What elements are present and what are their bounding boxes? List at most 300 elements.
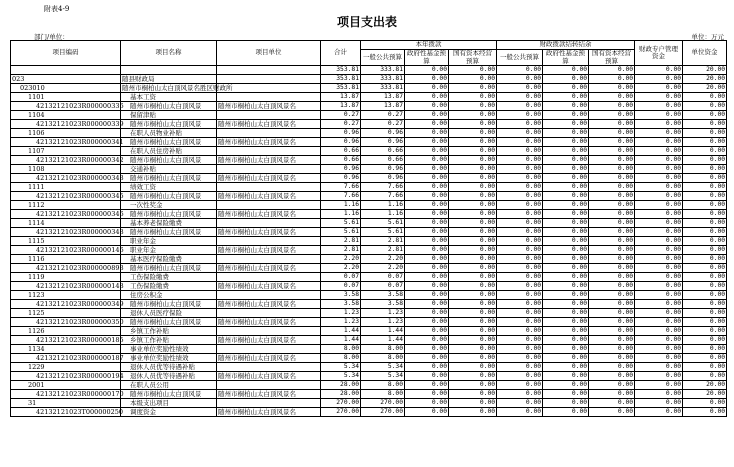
cell-project-unit [217,309,321,318]
cell-project-code: 023010 [11,84,121,93]
cell-gov-fund-budget: 0.00 [405,192,449,201]
cell-project-unit [217,363,321,372]
cell-project-code: 42132121023R000000346 [11,210,121,219]
cell-project-code: 42132121023R000000893 [11,264,121,273]
cell-total: 8.00 [321,345,361,354]
table-row [11,156,727,165]
cell-soe-capital-budget: 0.00 [449,147,497,156]
cell-special-account: 0.00 [635,102,683,111]
cell-project-name: 基本养老保险缴费 [121,219,217,228]
cell-general-budget: 1.23 [361,309,405,318]
cell-unit-funds: 0.00 [683,327,727,336]
cell-gov-fund-budget: 0.00 [405,291,449,300]
cell-total: 1.16 [321,210,361,219]
cell-special-account: 0.00 [635,183,683,192]
cell-transfer-gov-fund: 0.00 [543,129,589,138]
cell-transfer-soe-capital: 0.00 [589,300,635,309]
header-transfer-soe-capital: 国有资本经营预算 [589,50,635,66]
header-special-account: 财政专户管理资金 [635,41,683,66]
cell-special-account: 0.00 [635,129,683,138]
table-row [11,111,727,120]
cell-project-name: 随州市桐柏山太白顶风景 [121,138,217,147]
cell-project-name: 基本工资 [121,93,217,102]
cell-project-code: 42132121023R000000339 [11,120,121,129]
cell-project-name: 随州市桐柏山太白顶风景 [121,264,217,273]
cell-project-code: 1112 [11,201,121,210]
header-transfer-gov-fund: 政府性基金预算 [543,50,589,66]
table-row [11,381,727,390]
cell-project-unit [217,66,321,75]
cell-unit-funds: 0.00 [683,102,727,111]
cell-transfer-soe-capital: 0.00 [589,318,635,327]
cell-project-code: 42132121023R000000348 [11,228,121,237]
cell-project-unit [217,327,321,336]
header-name: 项目名称 [121,41,217,66]
cell-transfer-general: 0.00 [497,408,543,417]
table-row [11,192,727,201]
cell-gov-fund-budget: 0.00 [405,120,449,129]
cell-transfer-soe-capital: 0.00 [589,291,635,300]
table-row [11,165,727,174]
cell-soe-capital-budget: 0.00 [449,291,497,300]
cell-project-name: 基本医疗保险缴费 [121,255,217,264]
cell-unit-funds: 0.00 [683,282,727,291]
cell-project-unit [217,273,321,282]
cell-unit-funds: 0.00 [683,111,727,120]
cell-project-unit [217,237,321,246]
cell-project-name: 一次性奖金 [121,201,217,210]
table-row [11,309,727,318]
cell-total: 1.23 [321,318,361,327]
cell-project-unit [217,165,321,174]
cell-unit-funds: 0.00 [683,192,727,201]
cell-total: 13.87 [321,102,361,111]
cell-project-code: 42132121023R000000336 [11,102,121,111]
cell-total: 0.96 [321,165,361,174]
cell-special-account: 0.00 [635,111,683,120]
cell-unit-funds: 0.00 [683,174,727,183]
table-body [11,66,727,417]
cell-gov-fund-budget: 0.00 [405,237,449,246]
cell-general-budget: 0.07 [361,273,405,282]
cell-general-budget: 333.81 [361,84,405,93]
cell-project-unit: 随州市桐柏山太白顶风景名 [217,390,321,399]
header-total: 合计 [321,41,361,66]
cell-project-name: 退休人员医疗保险 [121,309,217,318]
cell-transfer-soe-capital: 0.00 [589,246,635,255]
cell-general-budget: 0.96 [361,165,405,174]
cell-project-name: 本级支出项目 [121,399,217,408]
cell-project-code: 1229 [11,363,121,372]
cell-project-code [11,66,121,75]
table-row [11,282,727,291]
cell-project-code: 2001 [11,381,121,390]
cell-unit-funds: 0.00 [683,129,727,138]
cell-total: 353.81 [321,84,361,93]
table-row [11,363,727,372]
table-row [11,354,727,363]
cell-gov-fund-budget: 0.00 [405,102,449,111]
table-row [11,345,727,354]
cell-project-code: 42132121023R000000194 [11,372,121,381]
table-row [11,174,727,183]
cell-general-budget: 1.44 [361,327,405,336]
cell-gov-fund-budget: 0.00 [405,381,449,390]
cell-transfer-soe-capital: 0.00 [589,84,635,93]
cell-soe-capital-budget: 0.00 [449,282,497,291]
table-row [11,129,727,138]
cell-transfer-general: 0.00 [497,111,543,120]
table-row [11,147,727,156]
cell-project-unit [217,255,321,264]
cell-project-name: 退休人员优等待遇补贴 [121,363,217,372]
cell-transfer-general: 0.00 [497,219,543,228]
cell-general-budget: 8.00 [361,345,405,354]
cell-special-account: 0.00 [635,174,683,183]
cell-total: 0.07 [321,273,361,282]
cell-project-unit: 随州市桐柏山太白顶风景名 [217,318,321,327]
cell-gov-fund-budget: 0.00 [405,66,449,75]
cell-project-name: 工伤保险缴费 [121,273,217,282]
cell-transfer-gov-fund: 0.00 [543,408,589,417]
table-row [11,84,727,93]
cell-project-unit [217,381,321,390]
cell-total: 2.81 [321,246,361,255]
cell-transfer-gov-fund: 0.00 [543,120,589,129]
cell-project-unit: 随州市桐柏山太白顶风景名 [217,408,321,417]
cell-project-name: 绩效工资 [121,183,217,192]
cell-total: 8.00 [321,354,361,363]
cell-unit-funds: 0.00 [683,219,727,228]
department-label: 部门/单位： [34,33,69,41]
cell-unit-funds: 0.00 [683,246,727,255]
cell-gov-fund-budget: 0.00 [405,336,449,345]
cell-soe-capital-budget: 0.00 [449,102,497,111]
cell-transfer-soe-capital: 0.00 [589,399,635,408]
cell-gov-fund-budget: 0.00 [405,399,449,408]
cell-special-account: 0.00 [635,147,683,156]
cell-special-account: 0.00 [635,282,683,291]
cell-gov-fund-budget: 0.00 [405,183,449,192]
cell-soe-capital-budget: 0.00 [449,408,497,417]
cell-unit-funds: 20.00 [683,66,727,75]
cell-project-name: 工伤保险缴费 [121,282,217,291]
cell-transfer-soe-capital: 0.00 [589,228,635,237]
cell-special-account: 0.00 [635,372,683,381]
cell-unit-funds: 0.00 [683,273,727,282]
cell-soe-capital-budget: 0.00 [449,273,497,282]
table-row [11,318,727,327]
cell-transfer-general: 0.00 [497,237,543,246]
cell-project-code: 1123 [11,291,121,300]
cell-total: 0.96 [321,138,361,147]
cell-soe-capital-budget: 0.00 [449,93,497,102]
cell-total: 13.87 [321,93,361,102]
cell-special-account: 0.00 [635,237,683,246]
cell-unit-funds: 20.00 [683,390,727,399]
cell-transfer-soe-capital: 0.00 [589,309,635,318]
cell-project-name: 调度资金 [121,408,217,417]
cell-gov-fund-budget: 0.00 [405,354,449,363]
cell-project-code: 1108 [11,165,121,174]
cell-transfer-soe-capital: 0.00 [589,183,635,192]
table-row [11,246,727,255]
cell-transfer-gov-fund: 0.00 [543,210,589,219]
cell-transfer-soe-capital: 0.00 [589,363,635,372]
cell-transfer-general: 0.00 [497,300,543,309]
cell-general-budget: 7.66 [361,192,405,201]
cell-total: 5.61 [321,219,361,228]
cell-soe-capital-budget: 0.00 [449,399,497,408]
cell-project-unit: 随州市桐柏山太白顶风景名 [217,300,321,309]
cell-project-name: 随州市桐柏山太白顶风景 [121,102,217,111]
cell-transfer-gov-fund: 0.00 [543,381,589,390]
cell-transfer-gov-fund: 0.00 [543,318,589,327]
cell-special-account: 0.00 [635,264,683,273]
cell-project-code: 1126 [11,327,121,336]
cell-project-unit [217,201,321,210]
cell-general-budget: 5.34 [361,363,405,372]
cell-project-name: 随州市桐柏山太白顶风景 [121,300,217,309]
cell-general-budget: 333.81 [361,66,405,75]
cell-total: 0.66 [321,156,361,165]
cell-transfer-gov-fund: 0.00 [543,336,589,345]
cell-special-account: 0.00 [635,219,683,228]
cell-general-budget: 7.66 [361,183,405,192]
cell-project-code: 1134 [11,345,121,354]
cell-gov-fund-budget: 0.00 [405,408,449,417]
cell-transfer-general: 0.00 [497,75,543,84]
cell-transfer-general: 0.00 [497,336,543,345]
table-row [11,228,727,237]
cell-unit-funds: 20.00 [683,381,727,390]
cell-project-unit [217,129,321,138]
cell-gov-fund-budget: 0.00 [405,147,449,156]
header-transfer-general: 一般公共预算 [497,50,543,66]
cell-transfer-gov-fund: 0.00 [543,183,589,192]
cell-transfer-gov-fund: 0.00 [543,138,589,147]
cell-soe-capital-budget: 0.00 [449,327,497,336]
cell-transfer-gov-fund: 0.00 [543,327,589,336]
cell-unit-funds: 0.00 [683,183,727,192]
cell-special-account: 0.00 [635,390,683,399]
cell-special-account: 0.00 [635,93,683,102]
cell-general-budget: 1.44 [361,336,405,345]
cell-general-budget: 2.81 [361,246,405,255]
cell-project-code: 42132121023T000000250 [11,408,121,417]
cell-transfer-soe-capital: 0.00 [589,147,635,156]
cell-soe-capital-budget: 0.00 [449,120,497,129]
cell-soe-capital-budget: 0.00 [449,183,497,192]
cell-general-budget: 0.96 [361,129,405,138]
table-row [11,66,727,75]
cell-unit-funds: 0.00 [683,264,727,273]
cell-general-budget: 0.27 [361,111,405,120]
header-transfer: 财政拨款结转结余 [497,41,635,50]
table-header [11,41,727,66]
cell-special-account: 0.00 [635,327,683,336]
header-unit-funds: 单位资金 [683,41,727,66]
cell-project-unit: 随州市桐柏山太白顶风景名 [217,264,321,273]
cell-transfer-gov-fund: 0.00 [543,93,589,102]
cell-transfer-gov-fund: 0.00 [543,201,589,210]
cell-general-budget: 1.23 [361,318,405,327]
cell-project-unit: 随州市桐柏山太白顶风景名 [217,102,321,111]
cell-total: 0.66 [321,147,361,156]
cell-transfer-soe-capital: 0.00 [589,111,635,120]
cell-unit-funds: 0.00 [683,93,727,102]
cell-transfer-general: 0.00 [497,129,543,138]
cell-project-unit [217,147,321,156]
cell-gov-fund-budget: 0.00 [405,219,449,228]
cell-gov-fund-budget: 0.00 [405,93,449,102]
cell-soe-capital-budget: 0.00 [449,138,497,147]
cell-unit-funds: 0.00 [683,309,727,318]
cell-project-unit: 随州市桐柏山太白顶风景名 [217,336,321,345]
cell-project-name: 随州市桐柏山太白顶风景 [121,192,217,201]
cell-transfer-general: 0.00 [497,327,543,336]
cell-project-unit [217,345,321,354]
cell-project-code: 023 [11,75,121,84]
cell-total: 0.07 [321,282,361,291]
cell-general-budget: 2.81 [361,237,405,246]
cell-gov-fund-budget: 0.00 [405,75,449,84]
cell-transfer-general: 0.00 [497,93,543,102]
table-row [11,201,727,210]
cell-total: 353.81 [321,66,361,75]
cell-transfer-soe-capital: 0.00 [589,210,635,219]
table-row [11,255,727,264]
cell-transfer-general: 0.00 [497,84,543,93]
cell-project-code: 42132121023R000000148 [11,282,121,291]
cell-soe-capital-budget: 0.00 [449,336,497,345]
cell-unit-funds: 20.00 [683,84,727,93]
cell-unit-funds: 0.00 [683,210,727,219]
table-row [11,399,727,408]
cell-project-code: 42132121023R000000341 [11,138,121,147]
cell-general-budget: 2.20 [361,255,405,264]
cell-soe-capital-budget: 0.00 [449,84,497,93]
cell-gov-fund-budget: 0.00 [405,264,449,273]
cell-total: 5.34 [321,372,361,381]
cell-total: 28.00 [321,381,361,390]
cell-special-account: 0.00 [635,210,683,219]
cell-total: 28.00 [321,390,361,399]
cell-special-account: 0.00 [635,381,683,390]
cell-gov-fund-budget: 0.00 [405,156,449,165]
project-expenditure-table [10,40,727,417]
cell-gov-fund-budget: 0.00 [405,138,449,147]
cell-transfer-general: 0.00 [497,102,543,111]
header-soe-capital-budget: 国有资本经营预算 [449,50,497,66]
cell-unit-funds: 0.00 [683,147,727,156]
cell-project-code: 1119 [11,273,121,282]
cell-unit-funds: 0.00 [683,138,727,147]
cell-transfer-soe-capital: 0.00 [589,390,635,399]
cell-transfer-gov-fund: 0.00 [543,84,589,93]
cell-gov-fund-budget: 0.00 [405,255,449,264]
cell-transfer-soe-capital: 0.00 [589,174,635,183]
cell-special-account: 0.00 [635,246,683,255]
cell-project-unit [217,219,321,228]
cell-soe-capital-budget: 0.00 [449,300,497,309]
table-row [11,183,727,192]
cell-soe-capital-budget: 0.00 [449,210,497,219]
cell-transfer-soe-capital: 0.00 [589,75,635,84]
cell-special-account: 0.00 [635,399,683,408]
table-row [11,327,727,336]
cell-transfer-gov-fund: 0.00 [543,282,589,291]
cell-total: 1.44 [321,327,361,336]
table-row [11,210,727,219]
header-unit: 项目单位 [217,41,321,66]
cell-unit-funds: 0.00 [683,408,727,417]
cell-total: 3.58 [321,300,361,309]
cell-soe-capital-budget: 0.00 [449,192,497,201]
cell-transfer-gov-fund: 0.00 [543,147,589,156]
cell-general-budget: 0.96 [361,138,405,147]
cell-project-unit [217,399,321,408]
cell-soe-capital-budget: 0.00 [449,318,497,327]
cell-special-account: 0.00 [635,156,683,165]
cell-gov-fund-budget: 0.00 [405,174,449,183]
cell-transfer-soe-capital: 0.00 [589,354,635,363]
cell-soe-capital-budget: 0.00 [449,201,497,210]
cell-project-code: 42132121023R000000342 [11,156,121,165]
cell-project-name: 交通补贴 [121,165,217,174]
cell-total: 353.81 [321,75,361,84]
cell-transfer-gov-fund: 0.00 [543,372,589,381]
cell-project-unit: 随州市桐柏山太白顶风景名 [217,156,321,165]
table-row [11,219,727,228]
page-title: 项目支出表 [336,15,397,29]
cell-transfer-gov-fund: 0.00 [543,363,589,372]
cell-special-account: 0.00 [635,75,683,84]
cell-soe-capital-budget: 0.00 [449,228,497,237]
cell-gov-fund-budget: 0.00 [405,282,449,291]
cell-project-code: 1106 [11,129,121,138]
cell-soe-capital-budget: 0.00 [449,75,497,84]
cell-transfer-gov-fund: 0.00 [543,309,589,318]
cell-soe-capital-budget: 0.00 [449,345,497,354]
cell-project-code: 42132121023R000000349 [11,300,121,309]
cell-transfer-soe-capital: 0.00 [589,255,635,264]
cell-transfer-soe-capital: 0.00 [589,66,635,75]
cell-transfer-general: 0.00 [497,291,543,300]
cell-transfer-general: 0.00 [497,318,543,327]
cell-unit-funds: 0.00 [683,156,727,165]
cell-project-name: 在职人员住房补贴 [121,147,217,156]
cell-soe-capital-budget: 0.00 [449,372,497,381]
cell-project-code: 42132121023R000000345 [11,192,121,201]
cell-transfer-gov-fund: 0.00 [543,246,589,255]
cell-soe-capital-budget: 0.00 [449,309,497,318]
cell-project-code: 42132121023R000000146 [11,246,121,255]
cell-special-account: 0.00 [635,120,683,129]
cell-special-account: 0.00 [635,363,683,372]
cell-gov-fund-budget: 0.00 [405,300,449,309]
cell-project-unit: 随州市桐柏山太白顶风景名 [217,138,321,147]
cell-unit-funds: 0.00 [683,363,727,372]
cell-project-unit [217,183,321,192]
cell-transfer-soe-capital: 0.00 [589,192,635,201]
table-row [11,237,727,246]
cell-unit-funds: 0.00 [683,399,727,408]
cell-project-code: 1125 [11,309,121,318]
table-row [11,93,727,102]
cell-gov-fund-budget: 0.00 [405,318,449,327]
cell-unit-funds: 0.00 [683,291,727,300]
